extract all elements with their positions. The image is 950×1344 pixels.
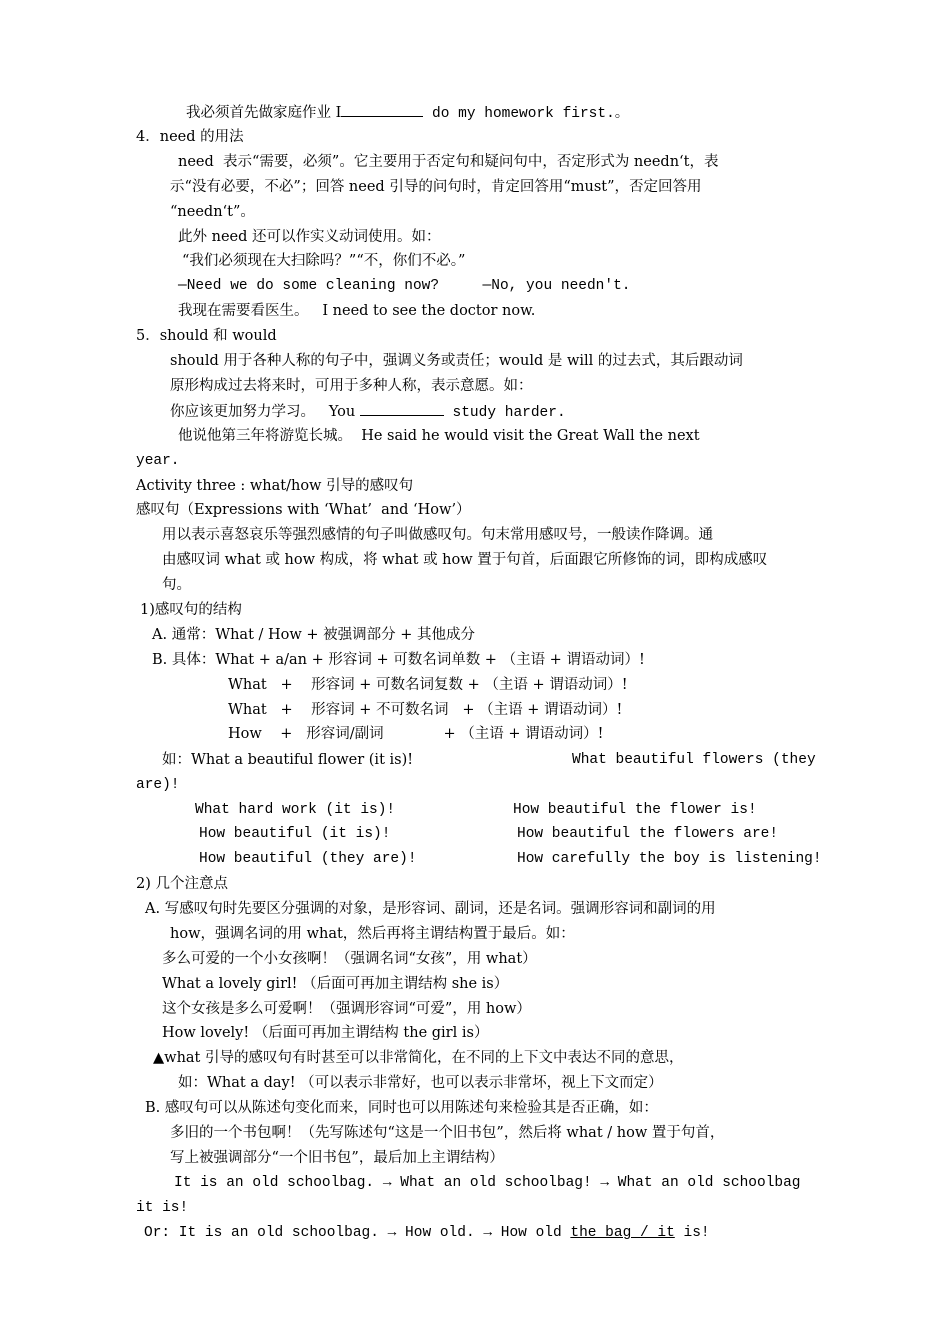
example-line-1a: 如：What a beautiful flower (it is)! [162,752,414,768]
example-row-1b: How beautiful the flower is! [513,802,757,818]
p1-line [186,102,629,124]
structure-title: 1)感叹句的结构 [140,602,242,618]
structure-b3: What + 形容词 + 不可数名词 + （主语 + 谓语动词）! [228,702,623,718]
section-4-title: 4．need 的用法 [136,129,244,145]
answer-blank [341,102,423,117]
example-row-1a: What hard work (it is)! [195,802,396,818]
note-b-line-1: B. 感叹句可以从陈述句变化而来，同时也可以用陈述句来检验其是否正确，如： [145,1100,658,1116]
s5-line-2: 原形构成过去将来时，可用于多种人称，表示意愿。如： [170,378,533,394]
note-b-line-4: It is an old schoolbag. → What an old schoolbag! → What an old schoolbag [174,1175,801,1191]
note-b-line-2: 多旧的一个书包啊！（先写陈述句“这是一个旧书包”，然后将 what / how 置于句首， [170,1125,725,1141]
s4-line-2: 示“没有必要，不必”；回答 need 引导的问句时，肯定回答用“must”，否定回答用 [170,179,702,195]
note-a-line-5: 这个女孩是多么可爱啊！（强调形容词“可爱”，用 how） [162,1001,531,1017]
p1-text-b: do my homework first.。 [423,106,630,122]
s4-line-6: —Need we do some cleaning now? —No, you needn't. [178,278,631,294]
answer-blank-2 [360,401,444,416]
s4-line-5: “我们必须现在大扫除吗？”“不，你们不必。” [182,253,466,269]
s4-line-3: “needn‘t”。 [170,204,255,220]
notes-title: 2) 几个注意点 [136,876,228,892]
example-line-1b: What beautiful flowers (they [572,752,816,768]
note-b-line-5: it is! [136,1200,189,1216]
note-a-line-7: ▲what 引导的感叹句有时甚至可以非常简化，在不同的上下文中表达不同的意思， [153,1050,684,1066]
note-a-line-3: 多么可爱的一个小女孩啊！（强调名词“女孩”，用 what） [162,951,537,967]
example-row-3b: How carefully the boy is listening! [517,851,822,867]
structure-a: A. 通常：What / How + 被强调部分 + 其他成分 [152,627,476,643]
exc-line-1: 用以表示喜怒哀乐等强烈感情的句子叫做感叹句。句末常用感叹号，一般读作降调。通 [162,527,713,543]
s5-line-5: year. [136,453,180,469]
note-b-line-3: 写上被强调部分“一个旧书包”，最后加上主谓结构） [170,1150,504,1166]
s4-line-4: 此外 need 还可以作实义动词使用。如： [178,229,441,245]
structure-b1: B. 具体：What + a/an + 形容词 + 可数名词单数 + （主语 + 谓语动词）! [152,652,645,668]
s5-line-4: 他说他第三年将游览长城。 He said he would visit the Great Wall the next [178,428,700,444]
p1-text-a: 我必须首先做家庭作业 I [186,105,342,121]
example-line-2: are)! [136,777,180,793]
note-b-line-6 [144,1223,710,1243]
example-row-2b: How beautiful the flowers are! [517,826,779,842]
s5-line-3b: study harder. [443,405,566,421]
structure-b4: How + 形容词/副词 + （主语 + 谓语动词）! [228,726,604,742]
exclamation-title: 感叹句（Expressions with ‘What’ and ‘How’） [136,502,471,518]
section-5-title: 5．should 和 would [136,328,277,344]
note-a-line-4: What a lovely girl! （后面可再加主谓结构 she is） [162,976,509,992]
structure-b2: What + 形容词 + 可数名词复数 + （主语 + 谓语动词）! [228,677,628,693]
note-a-line-6: How lovely! （后面可再加主谓结构 the girl is） [162,1025,489,1041]
note-b-line-6c: is! [674,1225,710,1241]
s5-line-3a: 你应该更加努力学习。 You [170,404,360,420]
s5-line-1: should 用于各种人称的句子中，强调义务或责任；would 是 will 的过去式，其后跟动词 [170,353,743,369]
note-a-line-8: 如：What a day! （可以表示非常好，也可以表示非常坏，视上下文而定） [178,1075,663,1091]
s5-line-3 [170,401,566,423]
underlined-phrase: the bag / it [570,1225,675,1241]
note-a-line-2: how，强调名词的用 what，然后再将主谓结构置于最后。如： [170,926,575,942]
example-row-2a: How beautiful (it is)! [199,826,391,842]
activity-three-heading: Activity three : what/how 引导的感叹句 [136,478,414,494]
exc-line-3: 句。 [162,577,191,593]
s4-line-7: 我现在需要看医生。 I need to see the doctor now. [178,303,536,319]
note-a-line-1: A. 写感叹句时先要区分强调的对象，是形容词、副词，还是名词。强调形容词和副词的用 [145,901,716,917]
s4-line-1: need 表示“需要，必须”。它主要用于否定句和疑问句中，否定形式为 needn‘t，表 [178,154,719,170]
example-row-3a: How beautiful (they are)! [199,851,417,867]
note-b-line-6a: Or: It is an old schoolbag. → How old. → How old [144,1225,571,1241]
exc-line-2: 由感叹词 what 或 how 构成，将 what 或 how 置于句首，后面跟它所修饰的词，即构成感叹 [162,552,768,568]
